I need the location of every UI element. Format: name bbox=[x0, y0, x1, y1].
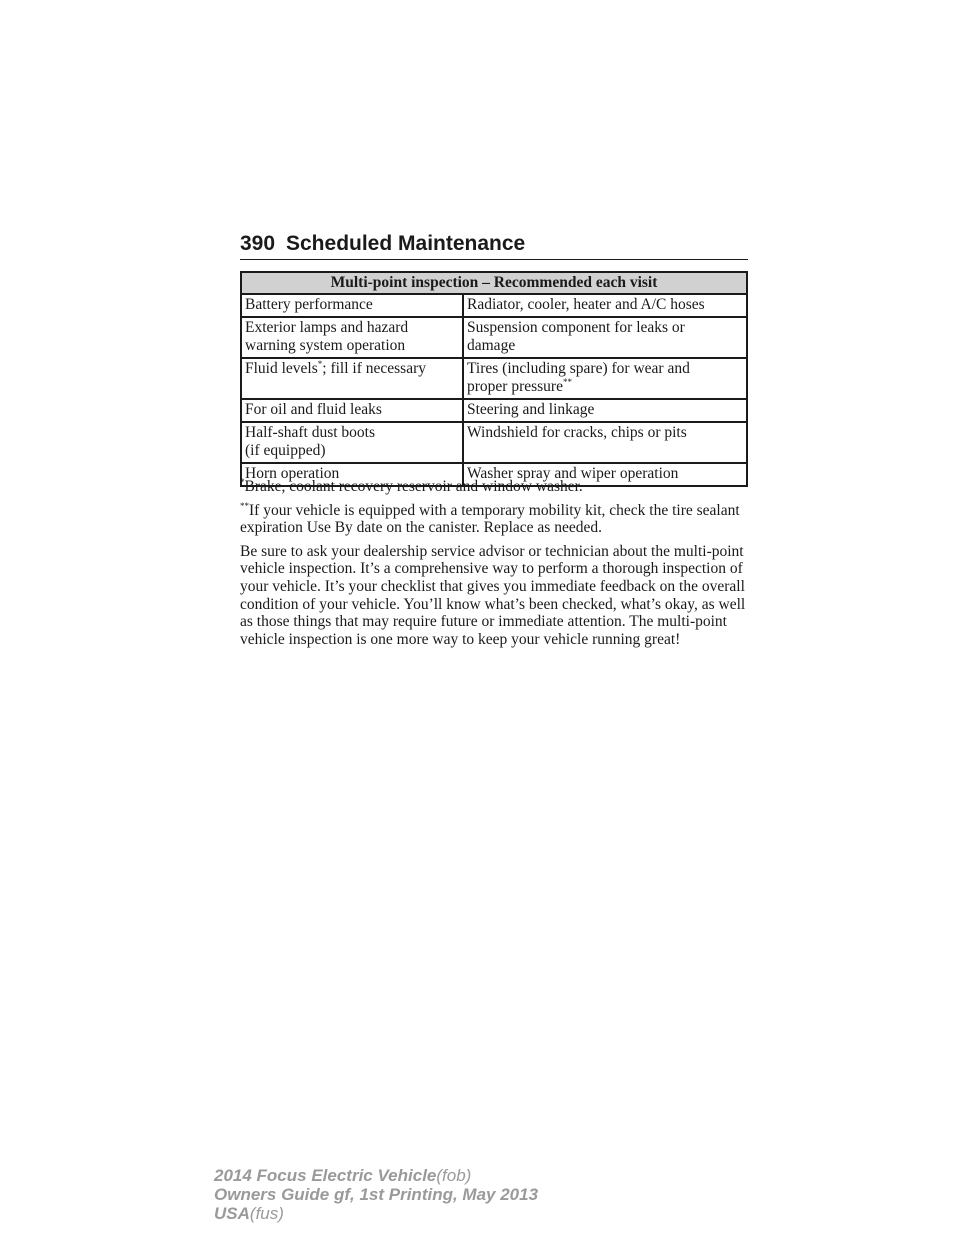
table-cell-left: Battery performance bbox=[241, 294, 463, 317]
table-row bbox=[241, 317, 747, 358]
cell-line: Exterior lamps and hazard bbox=[245, 319, 409, 336]
body-text bbox=[240, 478, 755, 654]
table-cell-right: Steering and linkage bbox=[463, 399, 747, 422]
footer-line-1 bbox=[214, 1166, 538, 1185]
cell-line: Suspension component for leaks or bbox=[467, 319, 685, 336]
table-cell-left bbox=[241, 358, 463, 399]
footnote-marker: * bbox=[240, 476, 245, 487]
chapter-title: Scheduled Maintenance bbox=[286, 232, 526, 255]
table-cell-left bbox=[241, 422, 463, 463]
footer-line-2: Owners Guide gf, 1st Printing, May 2013 bbox=[214, 1185, 539, 1204]
footer-market: USA bbox=[214, 1204, 250, 1223]
table-row bbox=[241, 399, 747, 422]
page-footer bbox=[214, 1166, 538, 1223]
cell-line: (if equipped) bbox=[245, 442, 326, 459]
footer-vehicle: 2014 Focus Electric Vehicle bbox=[214, 1166, 437, 1185]
cell-line: damage bbox=[467, 337, 516, 354]
table-cell-left: For oil and fluid leaks bbox=[241, 399, 463, 422]
footnote-marker: * bbox=[317, 358, 323, 369]
inspection-paragraph: Be sure to ask your dealership service advisor or technician about the multi-point vehicle inspection. It’s a comprehensive way to perform a thorough inspection of your vehicle. It’s your checklist that gives you immediate feedback on the overall condition of your vehicle. You’ll know what’s been checked, what’s okay, as well as those things that may require future or immediate attention. The multi-point vehicle inspection is one more way to keep your vehicle running great! bbox=[240, 542, 746, 648]
table-cell-right: Windshield for cracks, chips or pits bbox=[463, 422, 747, 463]
footnote-text: Brake, coolant recovery reservoir and window washer. bbox=[244, 478, 583, 495]
table-cell-right: Radiator, cooler, heater and A/C hoses bbox=[463, 294, 747, 317]
table-header-row bbox=[241, 272, 747, 294]
cell-line: proper pressure bbox=[467, 378, 563, 395]
cell-line: Tires (including spare) for wear and bbox=[467, 360, 690, 377]
table-cell-right: Washer spray and wiper operation bbox=[463, 463, 747, 486]
table-cell-left: Horn operation bbox=[241, 463, 463, 486]
header-rule bbox=[240, 259, 748, 260]
cell-line: Half-shaft dust boots bbox=[245, 424, 376, 441]
footnote-marker: ** bbox=[562, 376, 572, 387]
page-header bbox=[240, 231, 748, 261]
footnote-2 bbox=[240, 502, 755, 537]
footer-vehicle-code: (fob) bbox=[436, 1166, 472, 1185]
page-number: 390 bbox=[240, 232, 276, 255]
footer-line-3 bbox=[214, 1204, 538, 1223]
cell-line: warning system operation bbox=[245, 337, 406, 354]
table-cell-left bbox=[241, 317, 463, 358]
table-row bbox=[241, 294, 747, 317]
footnote-text: If your vehicle is equipped with a temporary mobility kit, check the tire sealant expiration Use By date on the canister. Replace as needed. bbox=[240, 501, 740, 537]
cell-text: ; fill if necessary bbox=[322, 360, 426, 377]
cell-text: Fluid levels bbox=[245, 360, 318, 377]
table-cell-right bbox=[463, 317, 747, 358]
footnote-marker: ** bbox=[240, 500, 249, 511]
table-title: Multi-point inspection – Recommended each visit bbox=[241, 272, 747, 294]
footer-market-code: (fus) bbox=[249, 1204, 284, 1223]
footnote-1 bbox=[240, 478, 755, 496]
table-cell-right bbox=[463, 358, 747, 399]
inspection-table bbox=[240, 271, 748, 487]
table-row bbox=[241, 422, 747, 463]
table-row bbox=[241, 358, 747, 399]
